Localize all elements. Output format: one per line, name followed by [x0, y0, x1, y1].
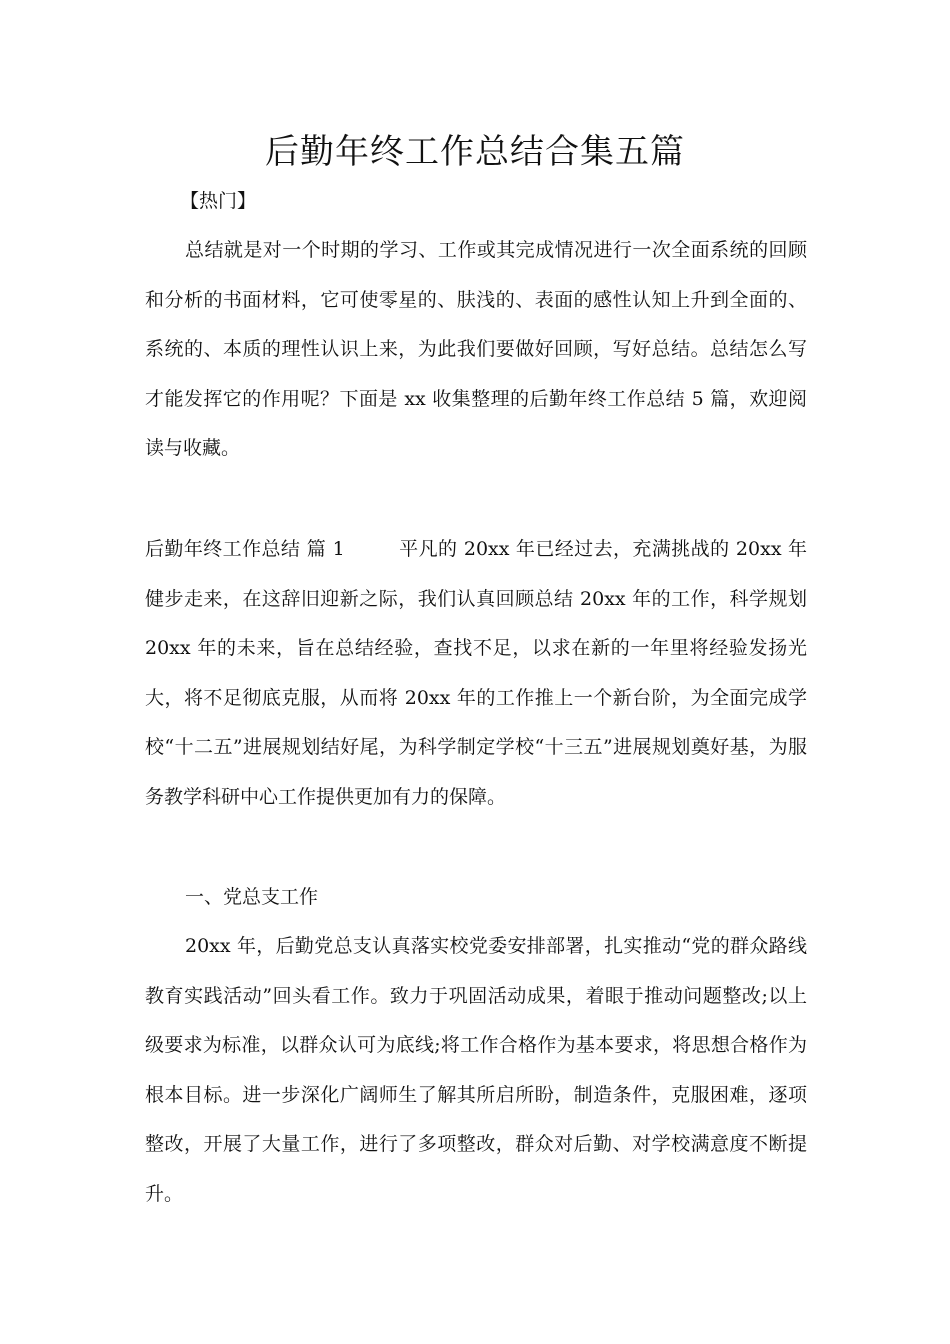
section-1-paragraph — [145, 525, 807, 822]
document-title: 后勤年终工作总结合集五篇 — [265, 132, 685, 172]
section-heading-party: 一、党总支工作 — [185, 886, 319, 908]
section-1-text: 平凡的 20xx 年已经过去，充满挑战的 20xx 年健步走来，在这辞旧迎新之际，我们认真回顾总结 20xx 年的工作，科学规划 20xx 年的未来，旨在总结经验，查找不足，以求在新的一年里将经验发扬光大，将不足彻底克服，从而将 20xx 年的工作推上一个新台阶，为全面完成学校“十二五”进展规划结好尾，为科学制定学校“十三五”进展规划奠好基，为服务教学科研中心工作提供更加有力的保障。 — [145, 538, 807, 808]
party-work-paragraph: 20xx 年，后勤党总支认真落实校党委安排部署，扎实推动“党的群众路线教育实践活动”回头看工作。致力于巩固活动成果，着眼于推动问题整改;以上级要求为标准，以群众认可为底线;将工作合格作为基本要求，将思想合格作为根本目标。进一步深化广阔师生了解其所启所盼，制造条件，克服困难，逐项整改，开展了大量工作，进行了多项整改，群众对后勤、对学校满意度不断提升。 — [145, 935, 807, 1205]
hot-tag: 【热门】 — [180, 190, 257, 212]
section-1-label: 后勤年终工作总结 篇 1 — [145, 538, 345, 560]
intro-paragraph: 总结就是对一个时期的学习、工作或其完成情况进行一次全面系统的回顾和分析的书面材料，它可使零星的、肤浅的、表面的感性认知上升到全面的、系统的、本质的理性认识上来，为此我们要做好回顾，写好总结。总结怎么写才能发挥它的作用呢？下面是 xx 收集整理的后勤年终工作总结 5 篇，欢迎阅读与收藏。 — [145, 239, 807, 459]
